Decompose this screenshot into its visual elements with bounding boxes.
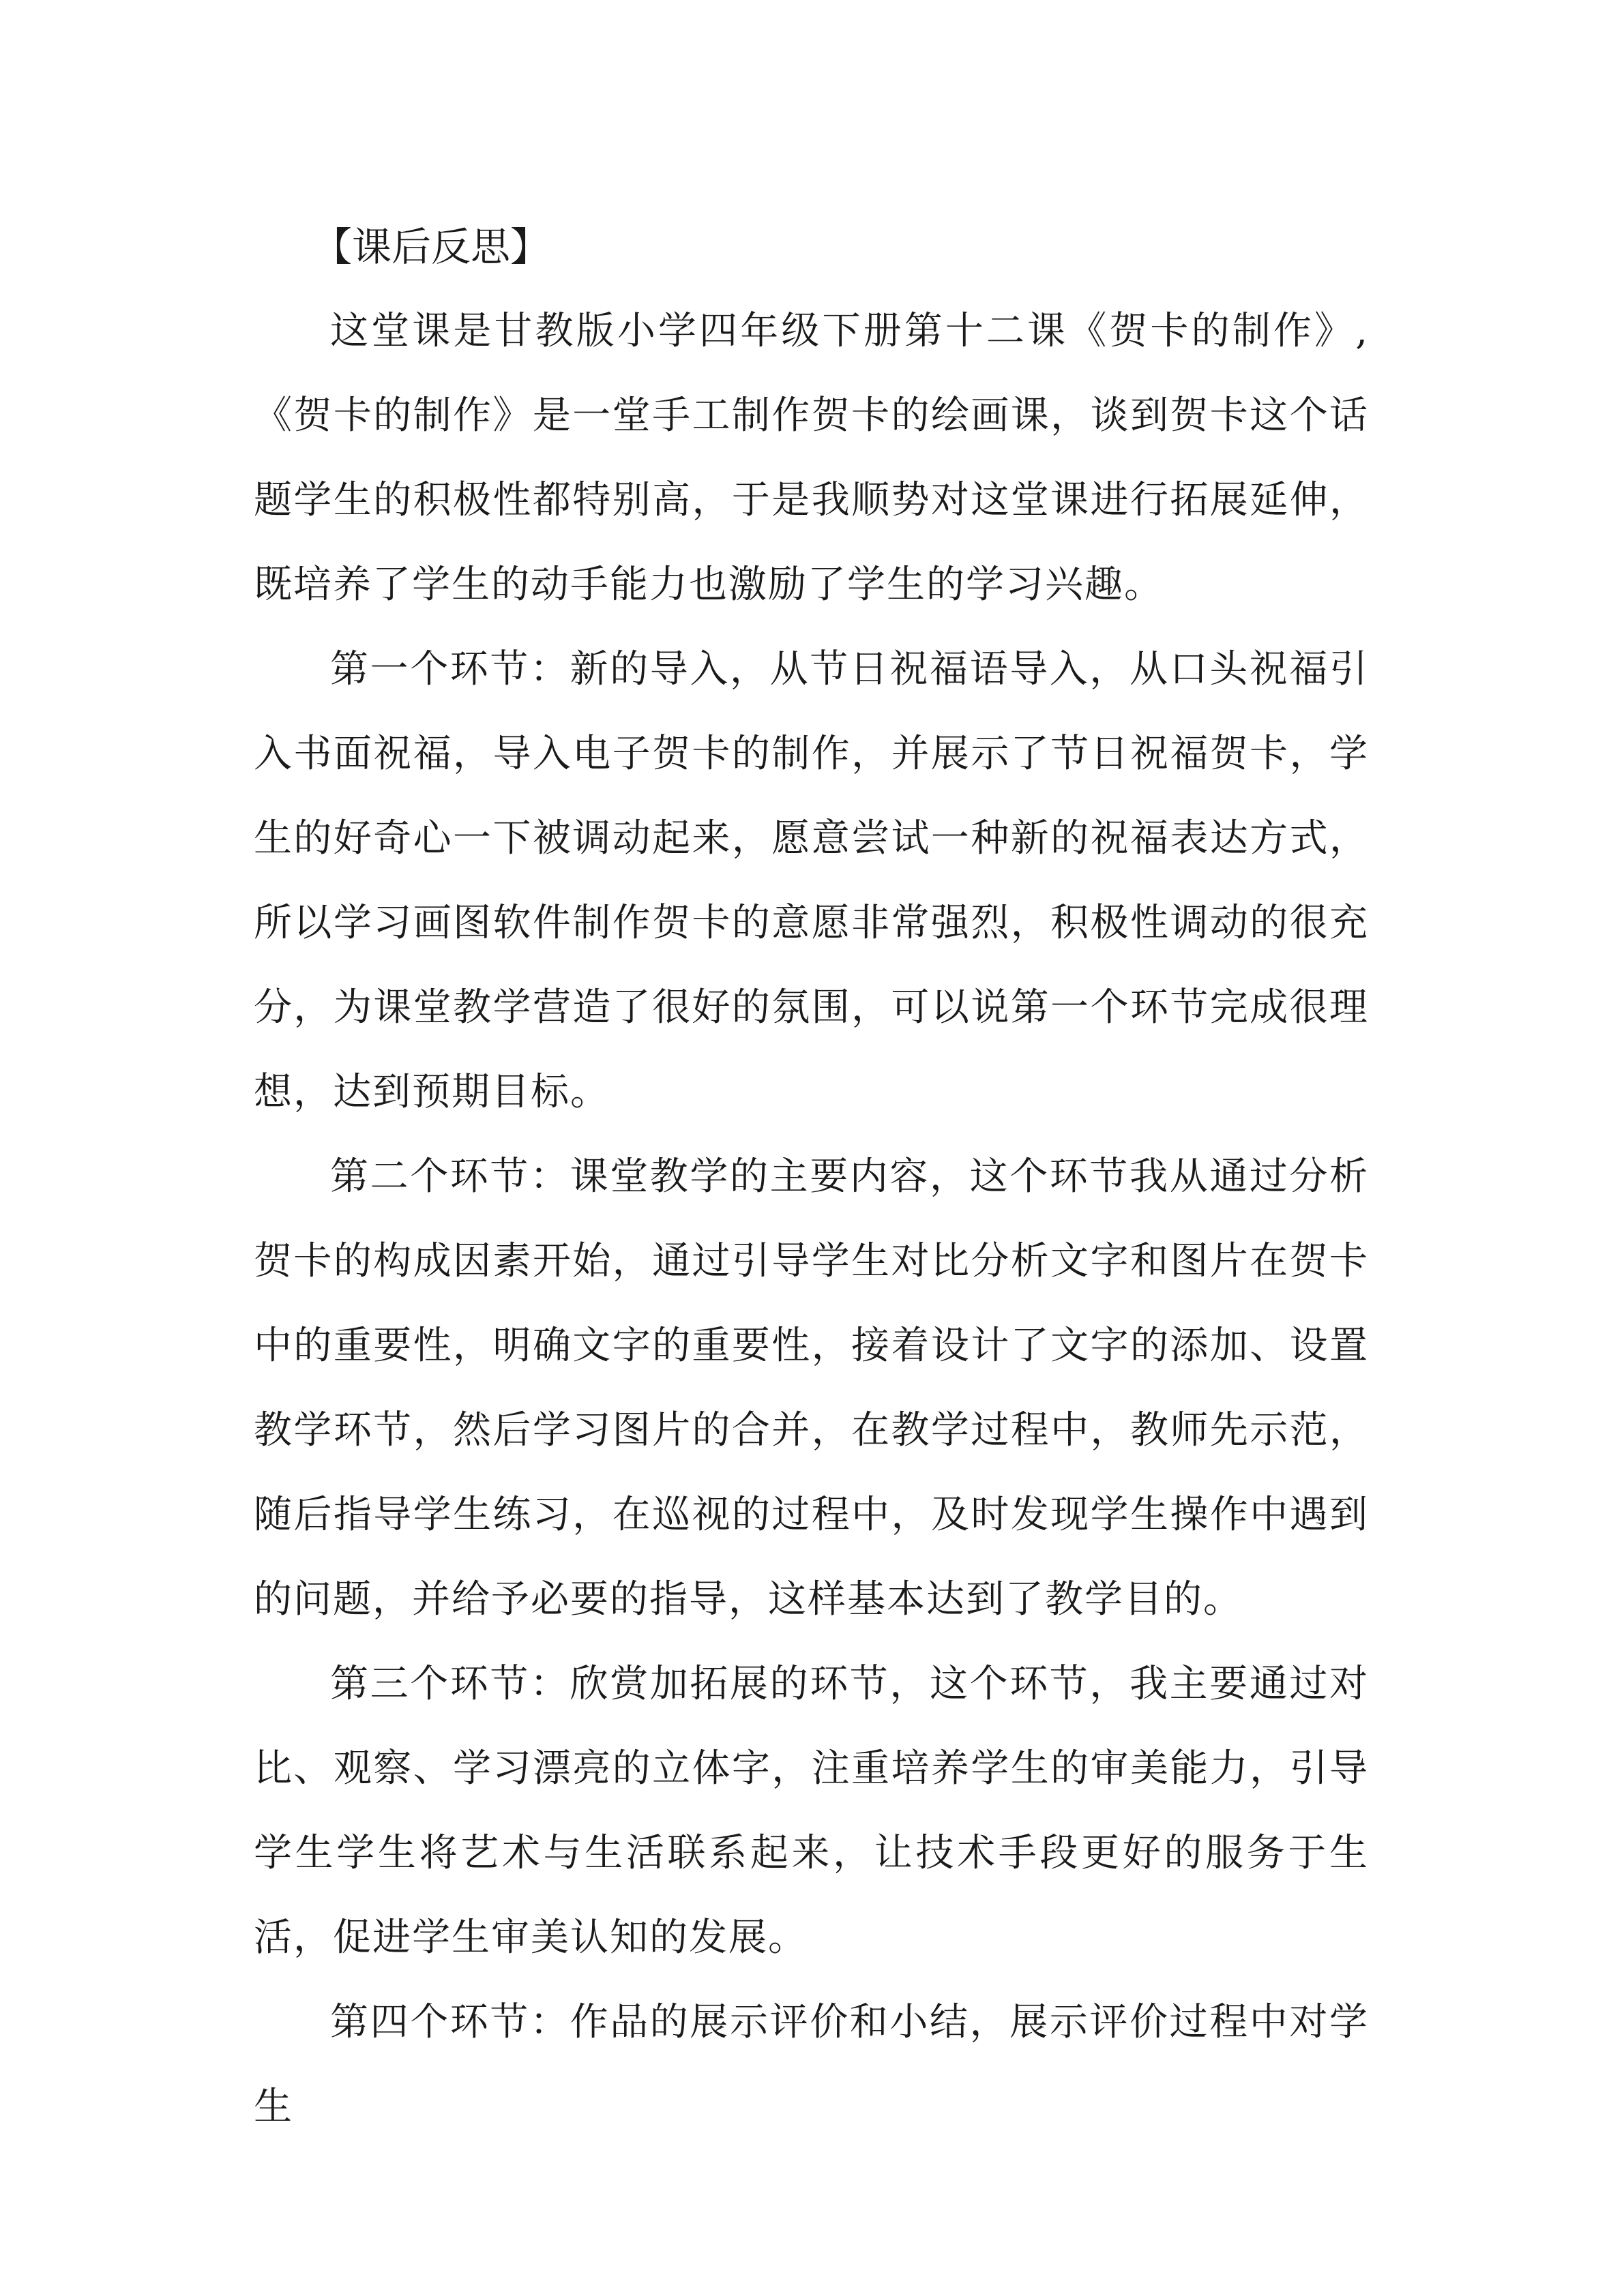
paragraph-step-one: 第一个环节：新的导入，从节日祝福语导入，从口头祝福引入书面祝福，导入电子贺卡的制作，并展示了节日祝福贺卡，学生的好奇心一下被调动起来，愿意尝试一种新的祝福表达方式，所以学习画图软件制作贺卡的意愿非常强烈，积极性调动的很充分，为课堂教学营造了很好的氛围，可以说第一个环节完成很理想，达到预期目标。 (254, 647, 1369, 1114)
section-heading: 【课后反思】 (312, 224, 550, 270)
document-body (254, 205, 1369, 2149)
paragraph-step-three: 第三个环节：欣赏加拓展的环节，这个环节，我主要通过对比、观察、学习漂亮的立体字，注重培养学生的审美能力，引导学生学生将艺术与生活联系起来，让技术手段更好的服务于生活，促进学生审美认知的发展。 (254, 1662, 1369, 1960)
paragraph-intro: 这堂课是甘教版小学四年级下册第十二课《贺卡的制作》,《贺卡的制作》是一堂手工制作贺卡的绘画课，谈到贺卡这个话题学生的积极性都特别高，于是我顺势对这堂课进行拓展延伸，既培养了学生的动手能力也激励了学生的学习兴趣。 (254, 309, 1369, 607)
paragraph-step-four: 第四个环节：作品的展示评价和小结，展示评价过程中对学生 (254, 2000, 1369, 2129)
paragraph-step-two: 第二个环节：课堂教学的主要内容，这个环节我从通过分析贺卡的构成因素开始，通过引导学生对比分析文字和图片在贺卡中的重要性，明确文字的重要性，接着设计了文字的添加、设置教学环节，然后学习图片的合并，在教学过程中，教师先示范，随后指导学生练习，在巡视的过程中，及时发现学生操作中遇到的问题，并给予必要的指导，这样基本达到了教学目的。 (254, 1154, 1369, 1622)
